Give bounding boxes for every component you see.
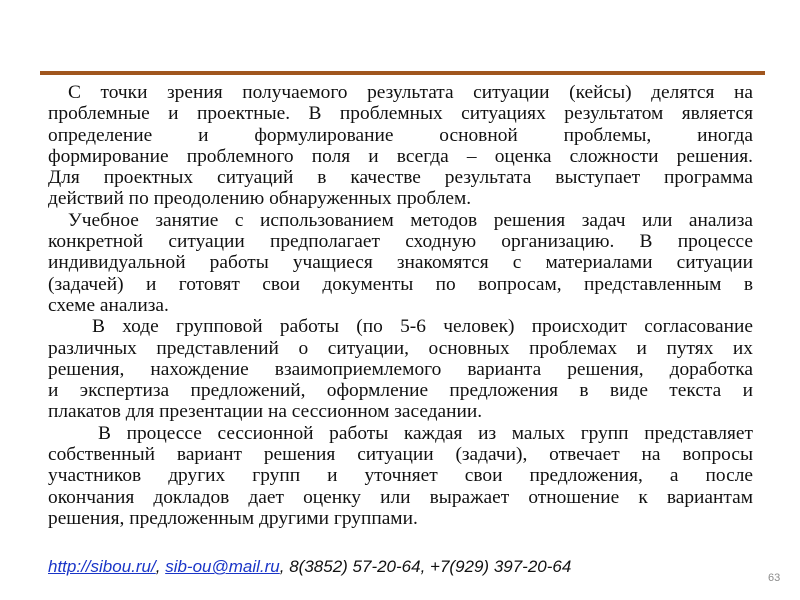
text-line: и экспертиза предложений, оформление предложения в виде текста и — [48, 380, 753, 402]
phone-numbers: , 8(3852) 57-20-64, +7(929) 397-20-64 — [279, 557, 572, 576]
text-line: формирование проблемного поля и всегда – оценка сложности решения. — [48, 145, 753, 167]
text-line: конкретной ситуации предполагает сходную организацию. В процессе — [48, 231, 753, 253]
contact-footer — [48, 557, 571, 577]
text-line: решения, нахождение взаимоприемлемого варианта решения, доработка — [48, 358, 753, 380]
text-line: Учебное занятие с использованием методов решения задач или анализа — [68, 209, 753, 231]
website-link[interactable]: http://sibou.ru/ — [48, 557, 156, 576]
text-line: проблемные и проектные. В проблемных ситуациях результатом является — [48, 103, 753, 125]
text-line: (задачей) и готовят свои документы по вопросам, представленным в — [48, 273, 753, 295]
text-line: действий по преодолению обнаруженных проблем. — [48, 188, 472, 210]
text-line: С точки зрения получаемого результата ситуации (кейсы) делятся на — [68, 82, 753, 103]
paragraph-4 — [48, 423, 753, 529]
paragraph-1 — [48, 82, 753, 210]
page-number: 63 — [768, 572, 781, 584]
paragraph-3 — [48, 316, 753, 422]
text-line: плакатов для презентации на сессионном заседании. — [48, 401, 483, 423]
title-divider-rule — [40, 71, 765, 75]
text-line: решения, предложенным другими группами. — [48, 507, 418, 529]
text-line: Для проектных ситуаций в качестве результата выступает программа — [48, 167, 753, 189]
text-line: участников других групп и уточняет свои предложения, а после — [48, 465, 753, 487]
text-line: индивидуальной работы учащиеся знакомятся с материалами ситуации — [48, 252, 753, 274]
footer-separator: , — [155, 557, 166, 576]
text-line: различных представлений о ситуации, основных проблемах и путях их — [48, 337, 753, 359]
text-line: В процессе сессионной работы каждая из малых групп представляет — [98, 422, 753, 444]
paragraph-2 — [48, 210, 753, 316]
text-line: схеме анализа. — [48, 294, 169, 316]
text-line: В ходе групповой работы (по 5-6 человек) происходит согласование — [92, 316, 753, 338]
text-line: собственный вариант решения ситуации (задачи), отвечает на вопросы — [48, 444, 753, 466]
text-line: окончания докладов дает оценку или выражает отношение к вариантам — [48, 486, 753, 508]
text-line: определение и формулирование основной проблемы, иногда — [48, 124, 753, 146]
email-link[interactable]: sib-ou@mail.ru — [165, 557, 280, 576]
slide-body-text — [48, 82, 753, 529]
